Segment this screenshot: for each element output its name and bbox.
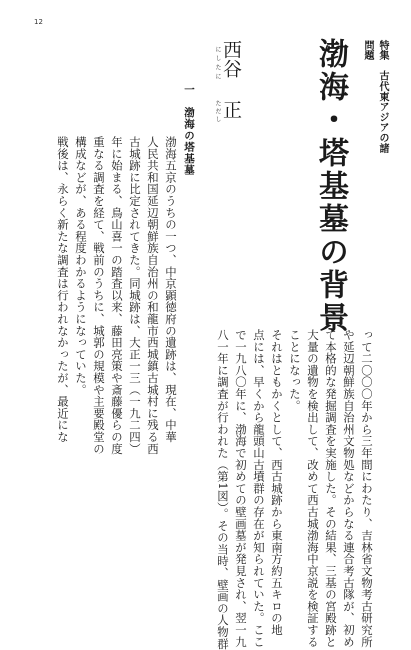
- text-line: や延辺朝鮮族自治州文物処などからなる連合考古隊が、初め: [342, 329, 356, 648]
- text-line: 八一年に調査が行われた（第1図）。その当時、壁画の人物群: [216, 329, 230, 650]
- text-line: 人民共和国延辺朝鮮族自治州の和龍市西城鎮古城村に残る西: [146, 136, 160, 455]
- author-given-ruby: ただし: [214, 100, 221, 124]
- text-line: 点には、早くから龍頭山古墳群の存在が知られていた。ここ: [252, 329, 266, 648]
- text-line: 大量の遺物を検出して、改めて西古城渤海中京説を検証する: [306, 329, 320, 648]
- text-line: 渤海五京のうちの一つ、中京顕徳府の遺跡は、現在、中華: [164, 136, 178, 443]
- text-line: それはともかくとして、西古城跡から東南方約五キロの地: [270, 329, 284, 636]
- author-family-name: 西谷: [220, 40, 242, 78]
- section-heading: 一 渤海の塔基墓: [183, 84, 195, 176]
- text-line: で一九八〇年に、渤海で初めての壁画墓が発見され、翌一九: [234, 329, 248, 648]
- article-title: 渤海・塔基墓の背景: [313, 38, 348, 335]
- text-line: 戦後は、永らく新たな調査は行われなかったが、最近にな: [56, 136, 70, 443]
- text-line: て本格的な発掘調査を実施した。その結果、三基の宮殿跡と: [324, 329, 338, 648]
- page-number: 12: [34, 18, 43, 26]
- author-family-ruby: にしたに: [214, 46, 221, 82]
- text-line: って二〇〇〇年から三年間にわたり、吉林省文物考古研究所: [360, 329, 374, 648]
- author-given-name: 正: [220, 100, 242, 119]
- text-line: ことになった。: [288, 329, 302, 412]
- text-line: 構成などが、ある程度わかるようになっていた。: [74, 136, 88, 396]
- series-label: 特集 古代東アジアの諸問題: [362, 40, 388, 154]
- text-line: 古城跡に比定されてきた。同城跡は、大正一三（一九二四）: [128, 136, 142, 455]
- text-line: 重なる調査を経て、戦前のうちに、城郭の規模や主要殿堂の: [92, 136, 106, 455]
- text-line: 年に始まる、鳥山喜一の踏査以来、藤田亮策や斎藤優らの度: [110, 136, 124, 455]
